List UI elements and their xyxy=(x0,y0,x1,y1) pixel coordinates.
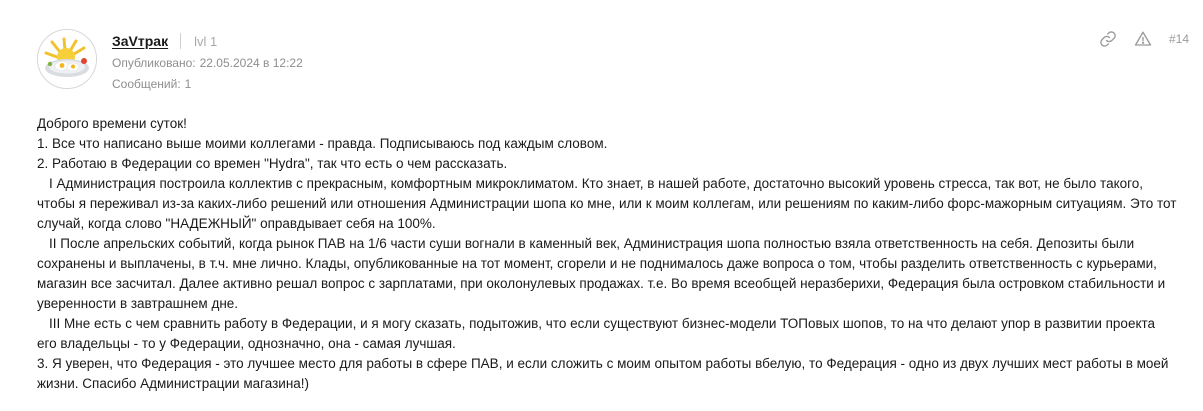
link-icon[interactable] xyxy=(1098,29,1118,49)
published-label: Опубликовано: xyxy=(112,56,196,70)
warning-triangle-icon[interactable] xyxy=(1133,29,1153,49)
post-number-link[interactable]: #14 xyxy=(1168,32,1189,46)
messages-label: Сообщений: xyxy=(112,77,181,91)
avatar[interactable] xyxy=(37,29,97,89)
messages-meta xyxy=(112,77,191,91)
author-name-link[interactable]: ЗаVтрак xyxy=(112,33,169,49)
published-value: 22.05.2024 в 12:22 xyxy=(199,56,303,70)
post-paragraph: Доброго времени суток! xyxy=(37,116,187,131)
author-level: lvl 1 xyxy=(194,33,218,49)
avatar-breakfast-icon xyxy=(38,30,96,88)
author-divider xyxy=(180,33,181,49)
post-paragraph: III Мне есть с чем сравнить работу в Федерации, и я могу сказать, подытожив, что если существуют бизнес-модели ТОПовых шопов, то на что делают упор в развитии проекта его владельцы - то у Федерации, однозначно, она - самая лучшая. xyxy=(37,316,1156,351)
author-line xyxy=(112,31,217,51)
post-paragraph: I Администрация построила коллектив с прекрасным, комфортным микроклиматом. Кто знает, в нашей работе, достаточно высокий уровень стресса, так вот, не было такого, чтобы я переживал из-за каких-либо решений или отношения Администрации шопа ко мне, или к моим коллегам, или решениям по каким-либо форс-мажорным ситуациям. Это тот случай, когда слово "НАДЕЖНЫЙ" оправдывает себя на 100%. xyxy=(37,176,1177,231)
post-paragraph: 2. Работаю в Федерации со времен "Hydra", так что есть о чем рассказать. xyxy=(37,156,508,171)
post-actions xyxy=(1098,29,1189,49)
messages-value: 1 xyxy=(184,77,192,91)
published-meta xyxy=(112,56,303,70)
post-paragraph: II После апрельских событий, когда рынок ПАВ на 1/6 части суши вогнали в каменный век, Администрация шопа полностью взяла ответственность на себя. Депозиты были сохранены и выплачены, в т.ч. мне лично. Клады, опубликованные на тот момент, сгорели и не поднималось даже вопроса о том, чтобы разделить ответственность с курьерами, магазин все засчитал. Далее активно решал вопрос с зарплатами, при околонулевых продажах. т.е. Во время всеобщей неразберихи, Федерация была островком стабильности и уверенности в завтрашнем дне. xyxy=(37,236,1166,311)
post-paragraph: 3. Я уверен, что Федерация - это лучшее место для работы в сфере ПАВ, и если сложить с моим опытом работы вбелую, то Федерация - одно из двух лучших мест работы в моей жизни. Спасибо Администрации магазина!) xyxy=(37,356,1169,391)
post-paragraph: 1. Все что написано выше моими коллегами - правда. Подписываюсь под каждым словом. xyxy=(37,136,608,151)
post-content xyxy=(37,114,1177,394)
